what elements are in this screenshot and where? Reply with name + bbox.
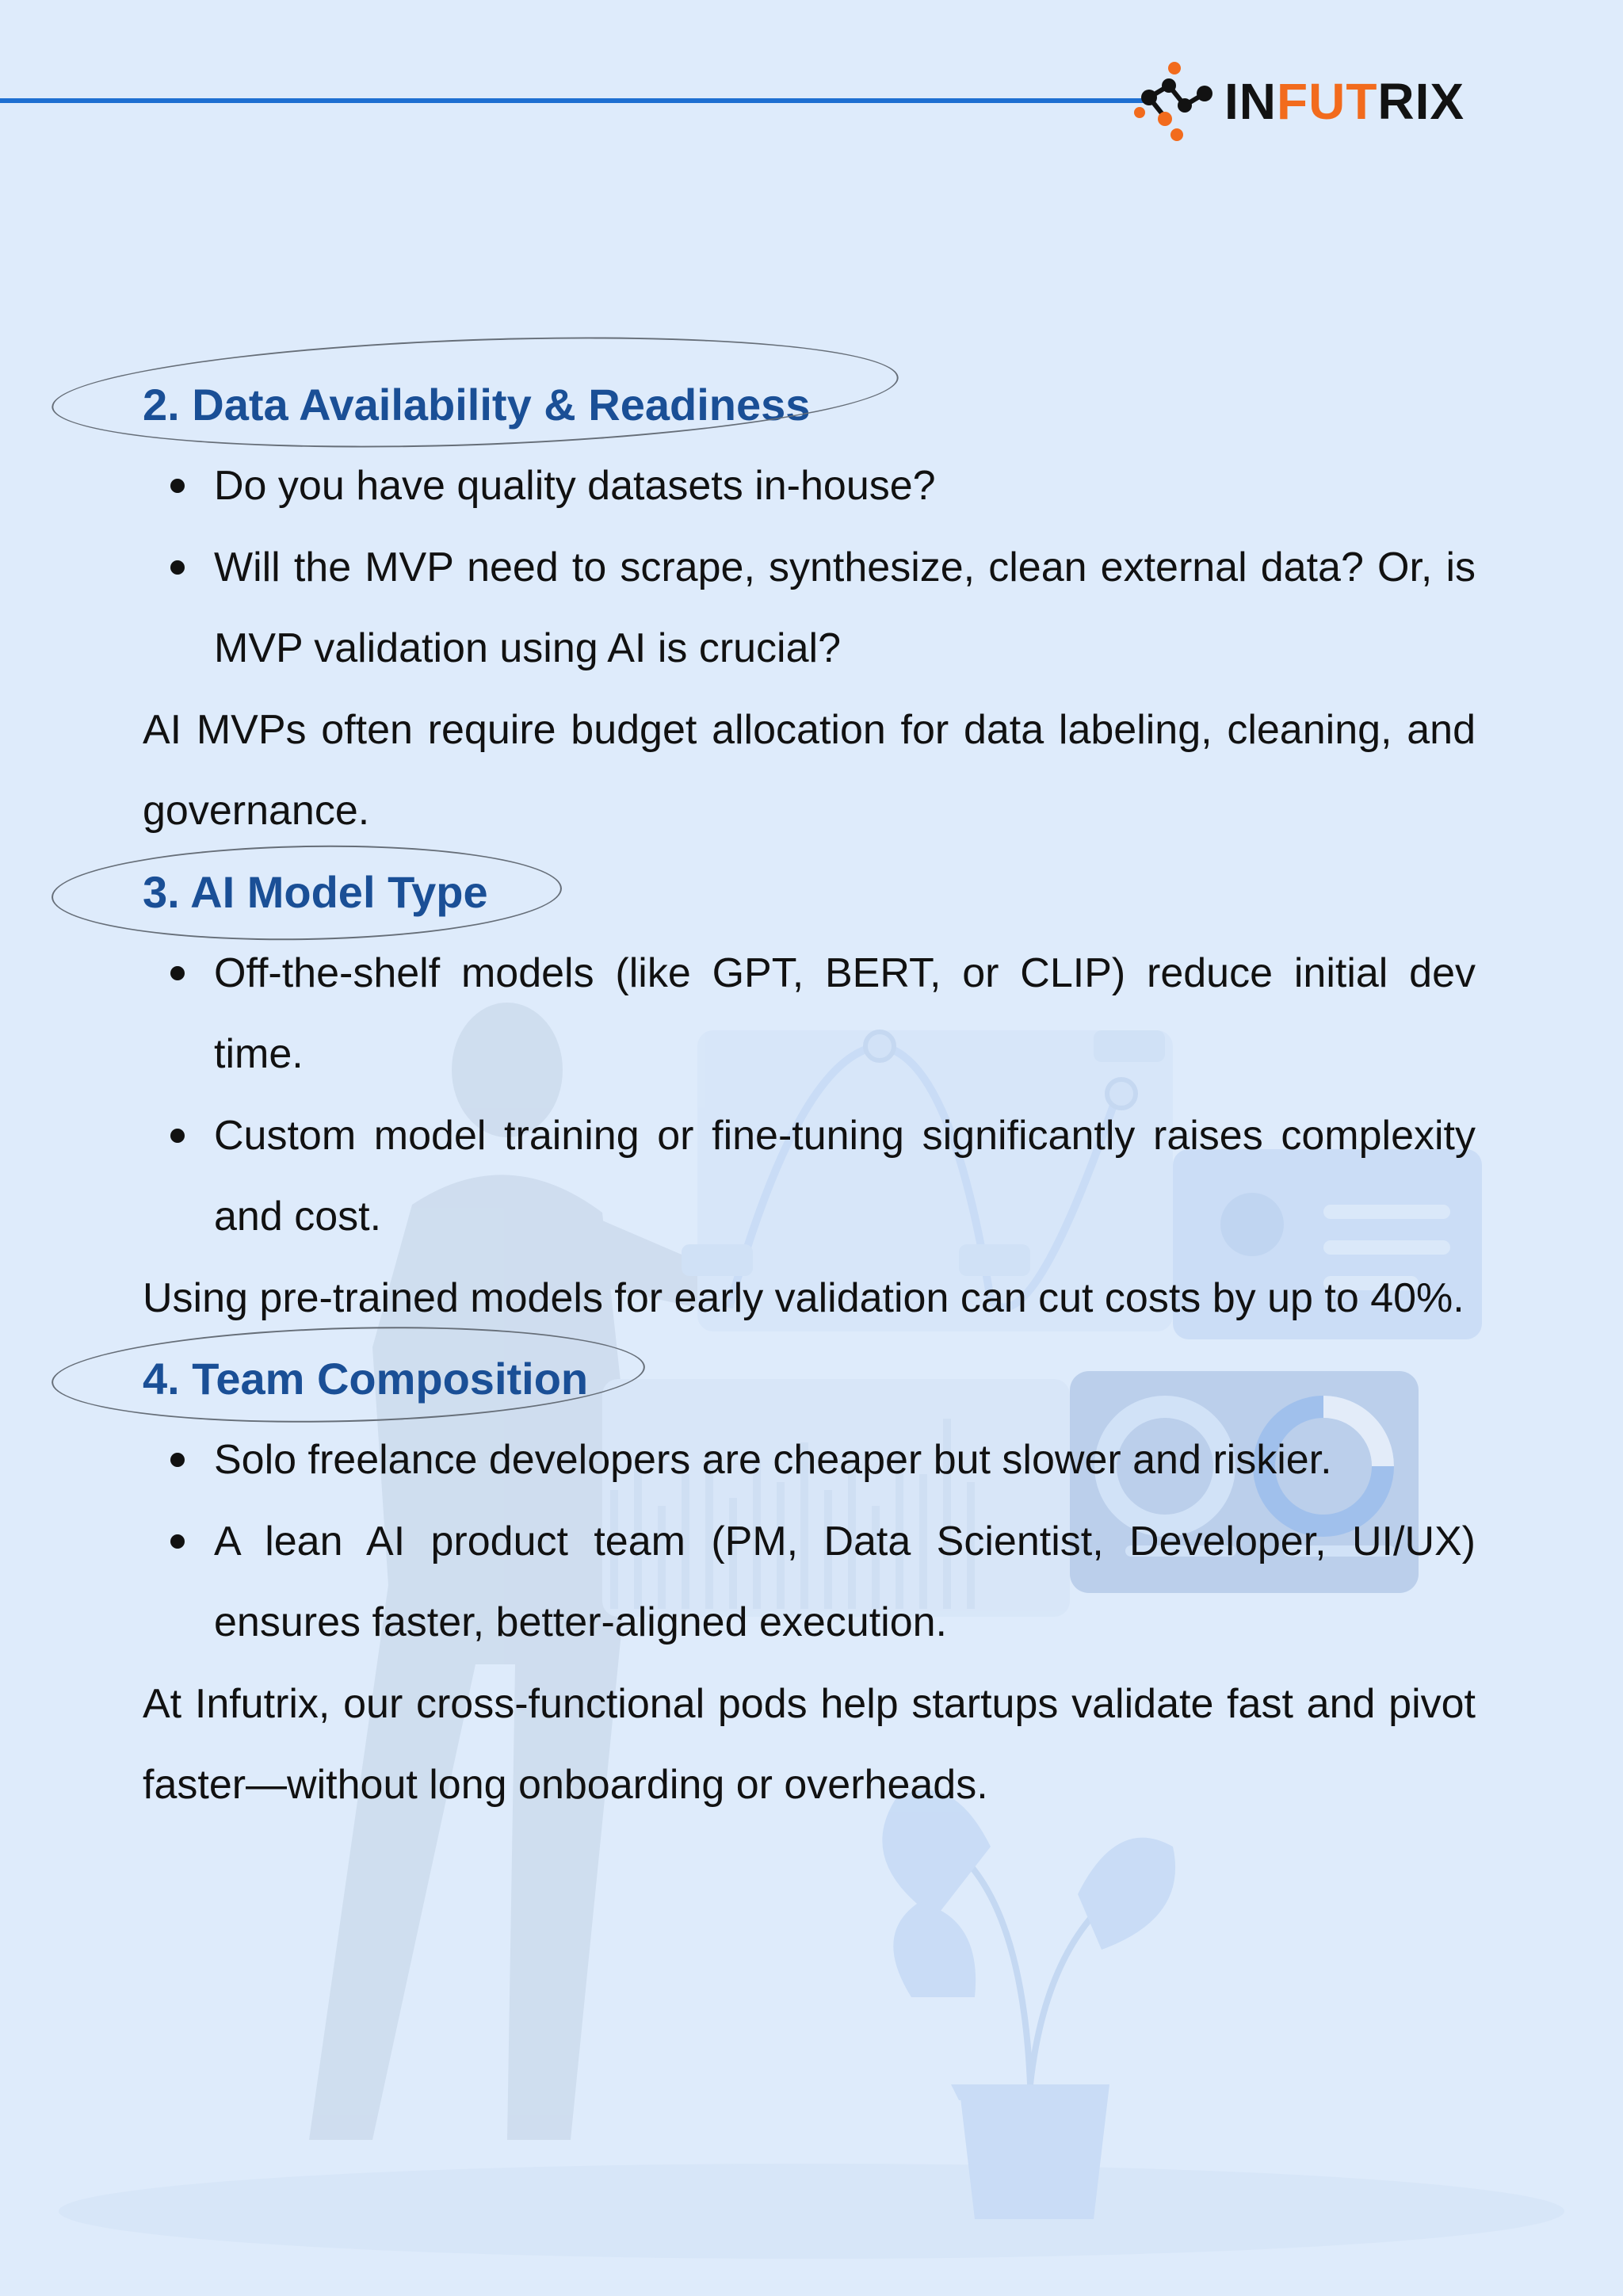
logo-text-fut: FUT bbox=[1277, 73, 1378, 130]
bullet-item: Solo freelance developers are cheaper but slower and riskier. bbox=[143, 1419, 1476, 1501]
section-heading bbox=[143, 1339, 1476, 1419]
section-paragraph: AI MVPs often require budget allocation for data labeling, cleaning, and governance. bbox=[143, 706, 1476, 834]
infutrix-logo bbox=[1133, 62, 1522, 141]
plant-graphic bbox=[882, 1790, 1175, 2219]
bullet-list bbox=[143, 445, 1476, 690]
bullet-item: A lean AI product team (PM, Data Scientist, Developer, UI/UX) ensures faster, better-aligned execution. bbox=[143, 1501, 1476, 1664]
section-data-availability bbox=[143, 365, 1476, 852]
bullet-item: Custom model training or fine-tuning significantly raises complexity and cost. bbox=[143, 1095, 1476, 1258]
section-heading bbox=[143, 365, 1476, 445]
main-content bbox=[143, 365, 1476, 1826]
section-heading bbox=[143, 852, 1476, 933]
logo-network-icon bbox=[1133, 62, 1220, 141]
bullet-item: Will the MVP need to scrape, synthesize, clean external data? Or, is MVP validation using AI is crucial? bbox=[143, 527, 1476, 690]
section-heading-text: 4. Team Composition bbox=[143, 1354, 589, 1404]
bullet-item: Off-the-shelf models (like GPT, BERT, or CLIP) reduce initial dev time. bbox=[143, 933, 1476, 1095]
logo-text-rix: RIX bbox=[1377, 73, 1465, 130]
bullet-list bbox=[143, 933, 1476, 1258]
section-heading-text: 2. Data Availability & Readiness bbox=[143, 380, 811, 430]
logo-text-in: IN bbox=[1224, 73, 1277, 130]
section-paragraph: At Infutrix, our cross-functional pods help startups validate fast and pivot faster—without long onboarding or overheads. bbox=[143, 1680, 1476, 1808]
section-heading-text: 3. AI Model Type bbox=[143, 866, 488, 917]
section-paragraph: Using pre-trained models for early validation can cut costs by up to 40%. bbox=[143, 1274, 1465, 1321]
section-team-composition bbox=[143, 1339, 1476, 1826]
bullet-item: Do you have quality datasets in-house? bbox=[143, 445, 1476, 527]
section-ai-model-type bbox=[143, 852, 1476, 1339]
header-rule bbox=[0, 98, 1145, 103]
bullet-list bbox=[143, 1419, 1476, 1664]
logo-wordmark bbox=[1224, 70, 1465, 133]
